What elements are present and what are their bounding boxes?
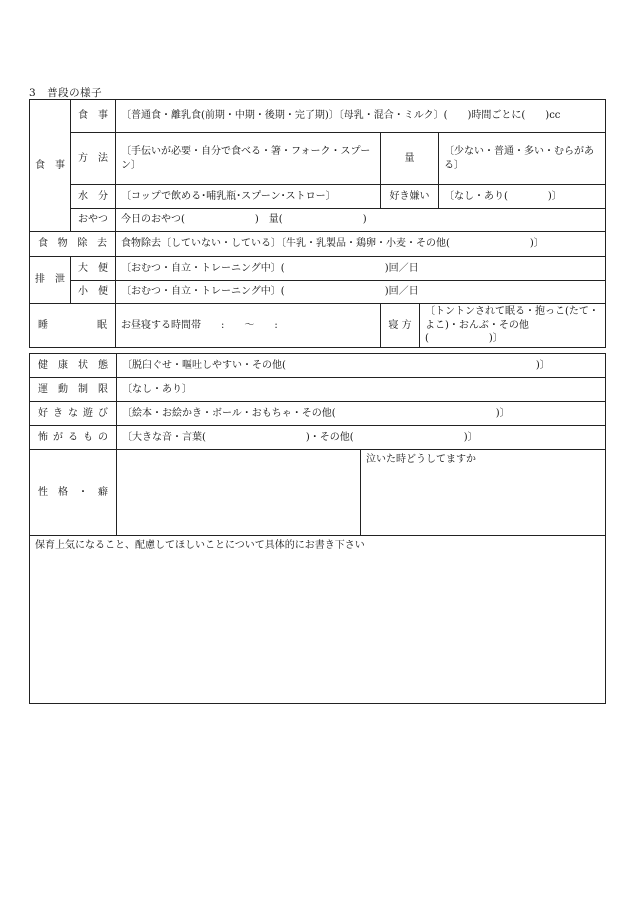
meal-water-field[interactable]: 〔コップで飲める･哺乳瓶･スプーン･ストロー〕 [116, 185, 381, 209]
excretion-stool-field[interactable]: 〔おむつ・自立・トレーニング中〕( )回／日 [116, 257, 606, 281]
excretion-urine-label: 小 便 [71, 281, 116, 304]
exercise-field[interactable]: 〔なし・あり〕 [117, 378, 606, 402]
health-field[interactable]: 〔脱臼ぐせ・嘔吐しやすい・その他( )〕 [117, 354, 606, 378]
food-removal-field[interactable]: 食物除去〔していない・している〕〔牛乳・乳製品・鶏卵・小麦・その他( )〕 [116, 232, 606, 257]
play-label: 好きな遊び [30, 402, 117, 426]
meal-amount-label: 量 [381, 133, 439, 185]
sleep-style-field[interactable]: 〔トントンされて眠る・抱っこ(たて・よこ)・おんぶ・その他( )〕 [420, 304, 606, 348]
meal-method-label: 方 法 [71, 133, 116, 185]
personality-table [29, 353, 606, 704]
play-field[interactable]: 〔絵本・お絵かき・ボール・おもちゃ・その他( )〕 [117, 402, 606, 426]
meal-food-field[interactable]: 〔普通食・離乳食(前期・中期・後期・完了期)〕〔母乳・混合・ミルク〕( )時間ごとに( )cc [116, 100, 606, 133]
crying-field[interactable]: 泣いた時どうしてますか [361, 450, 606, 536]
sleep-nap-field[interactable]: お昼寝する時間帯 : 〜 : [116, 304, 381, 348]
meal-snack-label: おやつ [71, 209, 116, 232]
meal-likes-field[interactable]: 〔なし・あり( )〕 [439, 185, 606, 209]
meal-method-field[interactable]: 〔手伝いが必要・自分で食べる・箸・フォーク・スプーン〕 [116, 133, 381, 185]
meal-snack-field[interactable]: 今日のおやつ( ) 量( ) [116, 209, 606, 232]
excretion-category-label: 排 泄 [30, 257, 71, 304]
meal-likes-label: 好き嫌い [381, 185, 439, 209]
exercise-label: 運動制限 [30, 378, 117, 402]
daily-condition-table [29, 99, 606, 348]
food-removal-label: 食物除去 [30, 232, 116, 257]
section-title: 3 普段の様子 [29, 87, 103, 99]
fears-field[interactable]: 〔大きな音・言葉( )・その他( )〕 [117, 426, 606, 450]
health-label: 健康状態 [30, 354, 117, 378]
meal-food-label: 食 事 [71, 100, 116, 133]
excretion-urine-field[interactable]: 〔おむつ・自立・トレーニング中〕( )回／日 [116, 281, 606, 304]
meal-category-label: 食 事 [30, 100, 71, 232]
personality-label: 性格・癖 [30, 450, 117, 536]
meal-amount-field[interactable]: 〔少ない・普通・多い・むらがある〕 [439, 133, 606, 185]
sleep-style-label: 寝 方 [381, 304, 420, 348]
fears-label: 怖がるもの [30, 426, 117, 450]
excretion-stool-label: 大 便 [71, 257, 116, 281]
sleep-label: 睡眠 [30, 304, 116, 348]
notes-field[interactable]: 保育上気になること、配慮してほしいことについて具体的にお書き下さい [30, 536, 606, 704]
meal-water-label: 水 分 [71, 185, 116, 209]
personality-field[interactable] [117, 450, 361, 536]
